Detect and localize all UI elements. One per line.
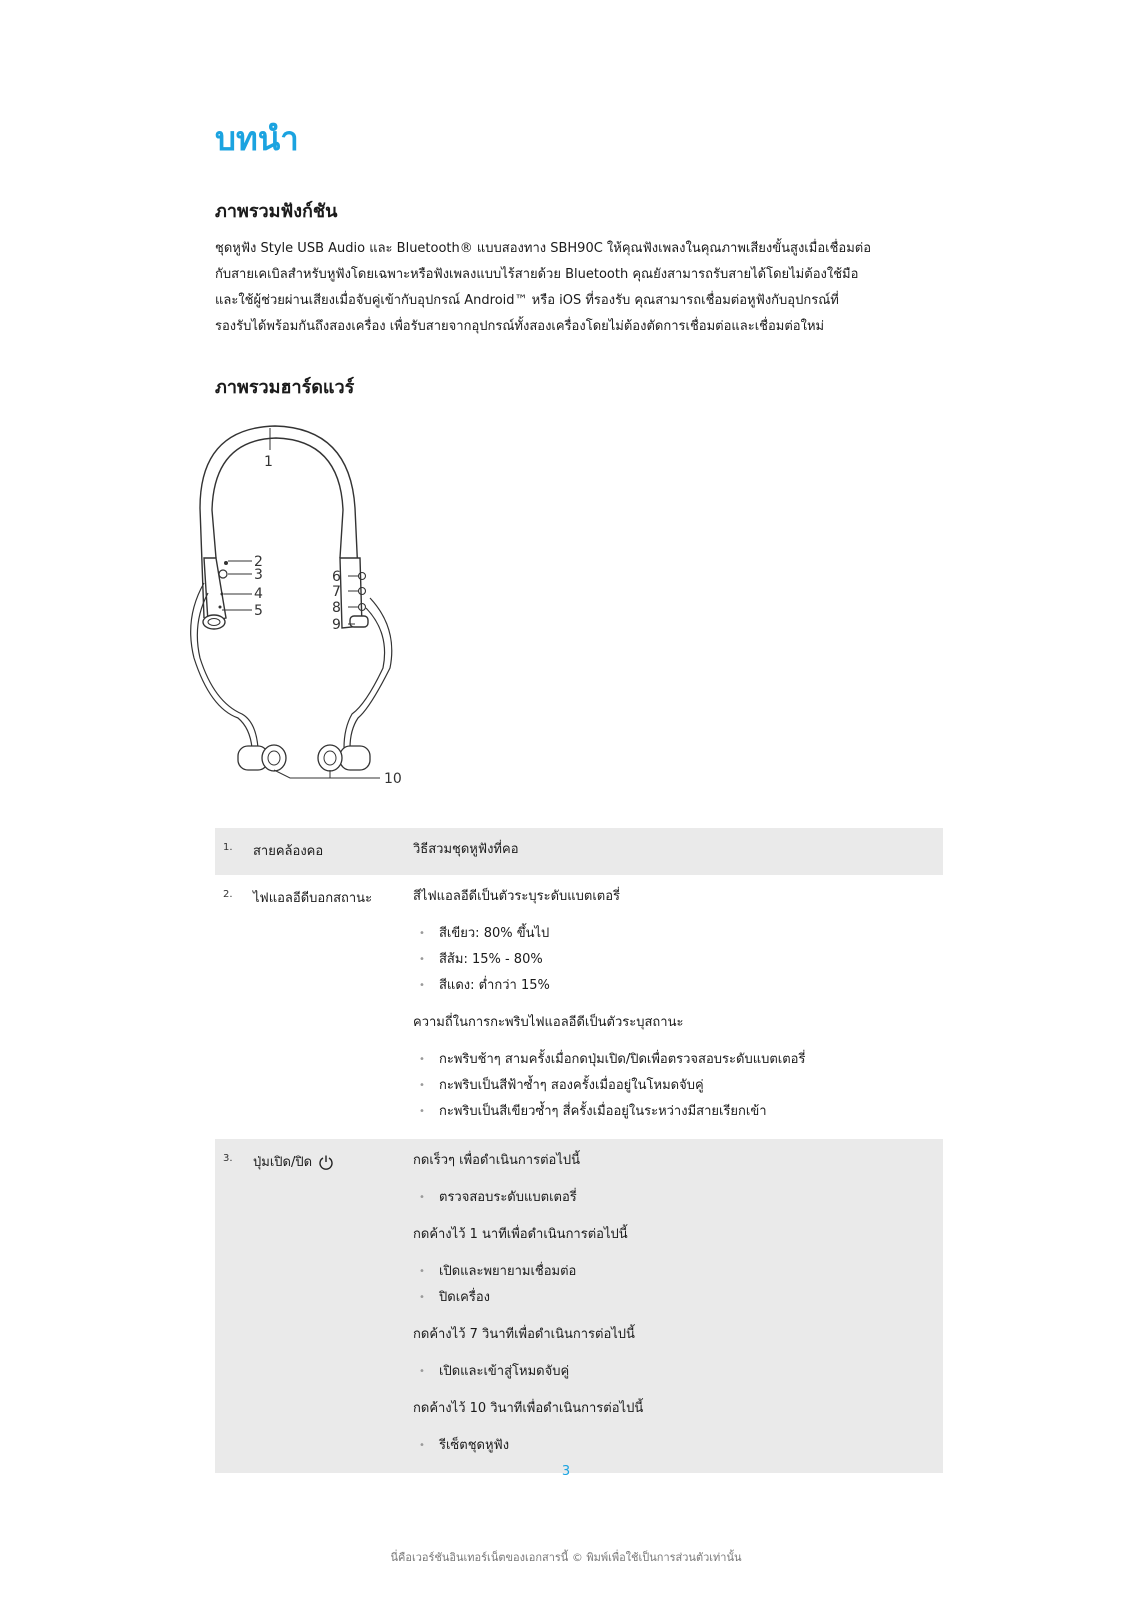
part-name-cell [253, 887, 413, 908]
bullet-icon: • [419, 928, 425, 939]
bullet-item [413, 1433, 943, 1459]
part-name: สายคล้องคอ [253, 844, 324, 859]
bullet-text: สีแดง: ต่ำกว่า 15% [439, 978, 550, 993]
callout-7: 7 [332, 584, 341, 600]
bullet-text: รีเซ็ตชุดหูฟัง [439, 1438, 510, 1453]
bullet-text: เปิดและพยายามเชื่อมต่อ [439, 1264, 577, 1279]
bullet-text: สีเขียว: 80% ขึ้นไป [439, 926, 550, 941]
intro-line: รองรับได้พร้อมกันถึงสองเครื่อง เพื่อรับสายจากอุปกรณ์ทั้งสองเครื่องโดยไม่ต้องตัดการเชื่อมต่อและเชื่อมต่อใหม่ [215, 319, 825, 334]
part-number: 1. [223, 842, 233, 853]
bullet-list [413, 1259, 943, 1311]
bullet-item [413, 1259, 943, 1285]
bullet-icon: • [419, 1266, 425, 1277]
power-icon [318, 1154, 334, 1170]
part-description [413, 887, 943, 1125]
bullet-list [413, 1047, 943, 1125]
description-paragraph: กดค้างไว้ 1 นาทีเพื่อดำเนินการต่อไปนี้ [413, 1227, 628, 1242]
bullet-icon: • [419, 1054, 425, 1065]
callout-3: 3 [254, 567, 263, 583]
mic-marker [221, 593, 224, 596]
left-usb-port [203, 615, 225, 629]
description-paragraph: กดค้างไว้ 10 วินาทีเพื่อดำเนินการต่อไปนี้ [413, 1401, 644, 1416]
page-title: บทนำ [215, 119, 299, 158]
left-housing [204, 558, 226, 622]
bullet-item [413, 1099, 943, 1125]
intro-line: ชุดหูฟัง Style USB Audio และ Bluetooth® แบบสองทาง SBH90C ให้คุณฟังเพลงในคุณภาพเสียงขั้นสูงเมื่อเชื่อมต่อ [215, 241, 872, 256]
bullet-icon: • [419, 1440, 425, 1451]
bullet-text: เปิดและเข้าสู่โหมดจับคู่ [439, 1364, 570, 1379]
description-paragraph: กดเร็วๆ เพื่อดำเนินการต่อไปนี้ [413, 1153, 581, 1168]
bullet-list [413, 1433, 943, 1459]
headset-illustration [190, 418, 430, 818]
bullet-list [413, 1185, 943, 1211]
intro-line: และใช้ผู้ช่วยผ่านเสียงเมื่อจับคู่เข้ากับอุปกรณ์ Android™ หรือ iOS ที่รองรับ คุณสามารถเชื่อมต่อหูฟังกับอุปกรณ์ที่ [215, 293, 839, 308]
bullet-text: ตรวจสอบระดับแบตเตอรี่ [439, 1190, 577, 1205]
bullet-text: กะพริบเป็นสีเขียวซ้ำๆ สี่ครั้งเมื่ออยู่ในระหว่างมีสายเรียกเข้า [439, 1104, 767, 1119]
description-paragraph: ความถี่ในการกะพริบไฟแอลอีดีเป็นตัวระบุสถานะ [413, 1015, 684, 1030]
bullet-item [413, 947, 943, 973]
intro-line: กับสายเคเบิลสำหรับหูฟังโดยเฉพาะหรือฟังเพลงแบบไร้สายด้วย Bluetooth คุณยังสามารถรับสายได้โดยไม่ต้องใช้มือ [215, 267, 859, 282]
parts-table [215, 828, 943, 1473]
bullet-item [413, 1359, 943, 1385]
part-row [215, 875, 943, 1139]
functions-overview-text [215, 236, 935, 340]
bullet-item [413, 1073, 943, 1099]
bullet-item [413, 1185, 943, 1211]
bullet-icon: • [419, 954, 425, 965]
callout-4: 4 [254, 586, 263, 602]
bullet-item [413, 1047, 943, 1073]
bullet-text: สีส้ม: 15% - 80% [439, 952, 543, 967]
callout-10: 10 [384, 771, 402, 787]
part-name-cell [253, 1151, 413, 1172]
callout-6: 6 [332, 569, 341, 585]
part-description [413, 1151, 943, 1459]
bullet-list [413, 1359, 943, 1385]
power-button-marker [219, 570, 227, 578]
part-name: ไฟแอลอีดีบอกสถานะ [253, 891, 373, 906]
part-number: 2. [223, 889, 233, 900]
bullet-text: กะพริบเป็นสีฟ้าซ้ำๆ สองครั้งเมื่ออยู่ในโหมดจับคู่ [439, 1078, 704, 1093]
right-earbud [318, 745, 370, 771]
description-paragraph: สีไฟแอลอีดีเป็นตัวระบุระดับแบตเตอรี่ [413, 889, 621, 904]
part-row [215, 828, 943, 875]
callout-2: 2 [254, 554, 263, 570]
bullet-item [413, 921, 943, 947]
callout-5: 5 [254, 603, 263, 619]
hardware-heading: ภาพรวมฮาร์ดแวร์ [215, 377, 355, 398]
headset-diagram [190, 418, 430, 818]
left-earbud [238, 745, 286, 771]
part-number: 3. [223, 1153, 233, 1164]
bullet-icon: • [419, 1106, 425, 1117]
bullet-icon: • [419, 1292, 425, 1303]
bullet-icon: • [419, 1080, 425, 1091]
part-row [215, 1139, 943, 1473]
bullet-list [413, 921, 943, 999]
neckband-inner [212, 438, 343, 558]
led-indicator [224, 561, 228, 565]
part-description [413, 840, 943, 861]
bullet-item [413, 973, 943, 999]
right-cable-inner [344, 608, 385, 748]
bullet-text: กะพริบช้าๆ สามครั้งเมื่อกดปุ่มเปิด/ปิดเพื่อตรวจสอบระดับแบตเตอรี่ [439, 1052, 806, 1067]
bullet-text: ปิดเครื่อง [439, 1290, 490, 1305]
footer-note: นี่คือเวอร์ชันอินเทอร์เน็ตของเอกสารนี้ © พิมพ์เพื่อใช้เป็นการส่วนตัวเท่านั้น [390, 1551, 742, 1564]
right-usb-port [350, 616, 368, 627]
bullet-item [413, 1285, 943, 1311]
bullet-icon: • [419, 1366, 425, 1377]
page-number: 3 [561, 1464, 571, 1479]
part-name: ปุ่มเปิด/ปิด [253, 1155, 313, 1170]
functions-heading: ภาพรวมฟังก์ชัน [215, 201, 338, 222]
callout-8: 8 [332, 600, 341, 616]
part-name-cell [253, 840, 413, 861]
bullet-icon: • [419, 980, 425, 991]
description-paragraph: วิธีสวมชุดหูฟังที่คอ [413, 842, 519, 857]
callout-1: 1 [264, 454, 273, 470]
callout-9: 9 [332, 617, 341, 633]
bullet-icon: • [419, 1192, 425, 1203]
description-paragraph: กดค้างไว้ 7 วินาทีเพื่อดำเนินการต่อไปนี้ [413, 1327, 635, 1342]
